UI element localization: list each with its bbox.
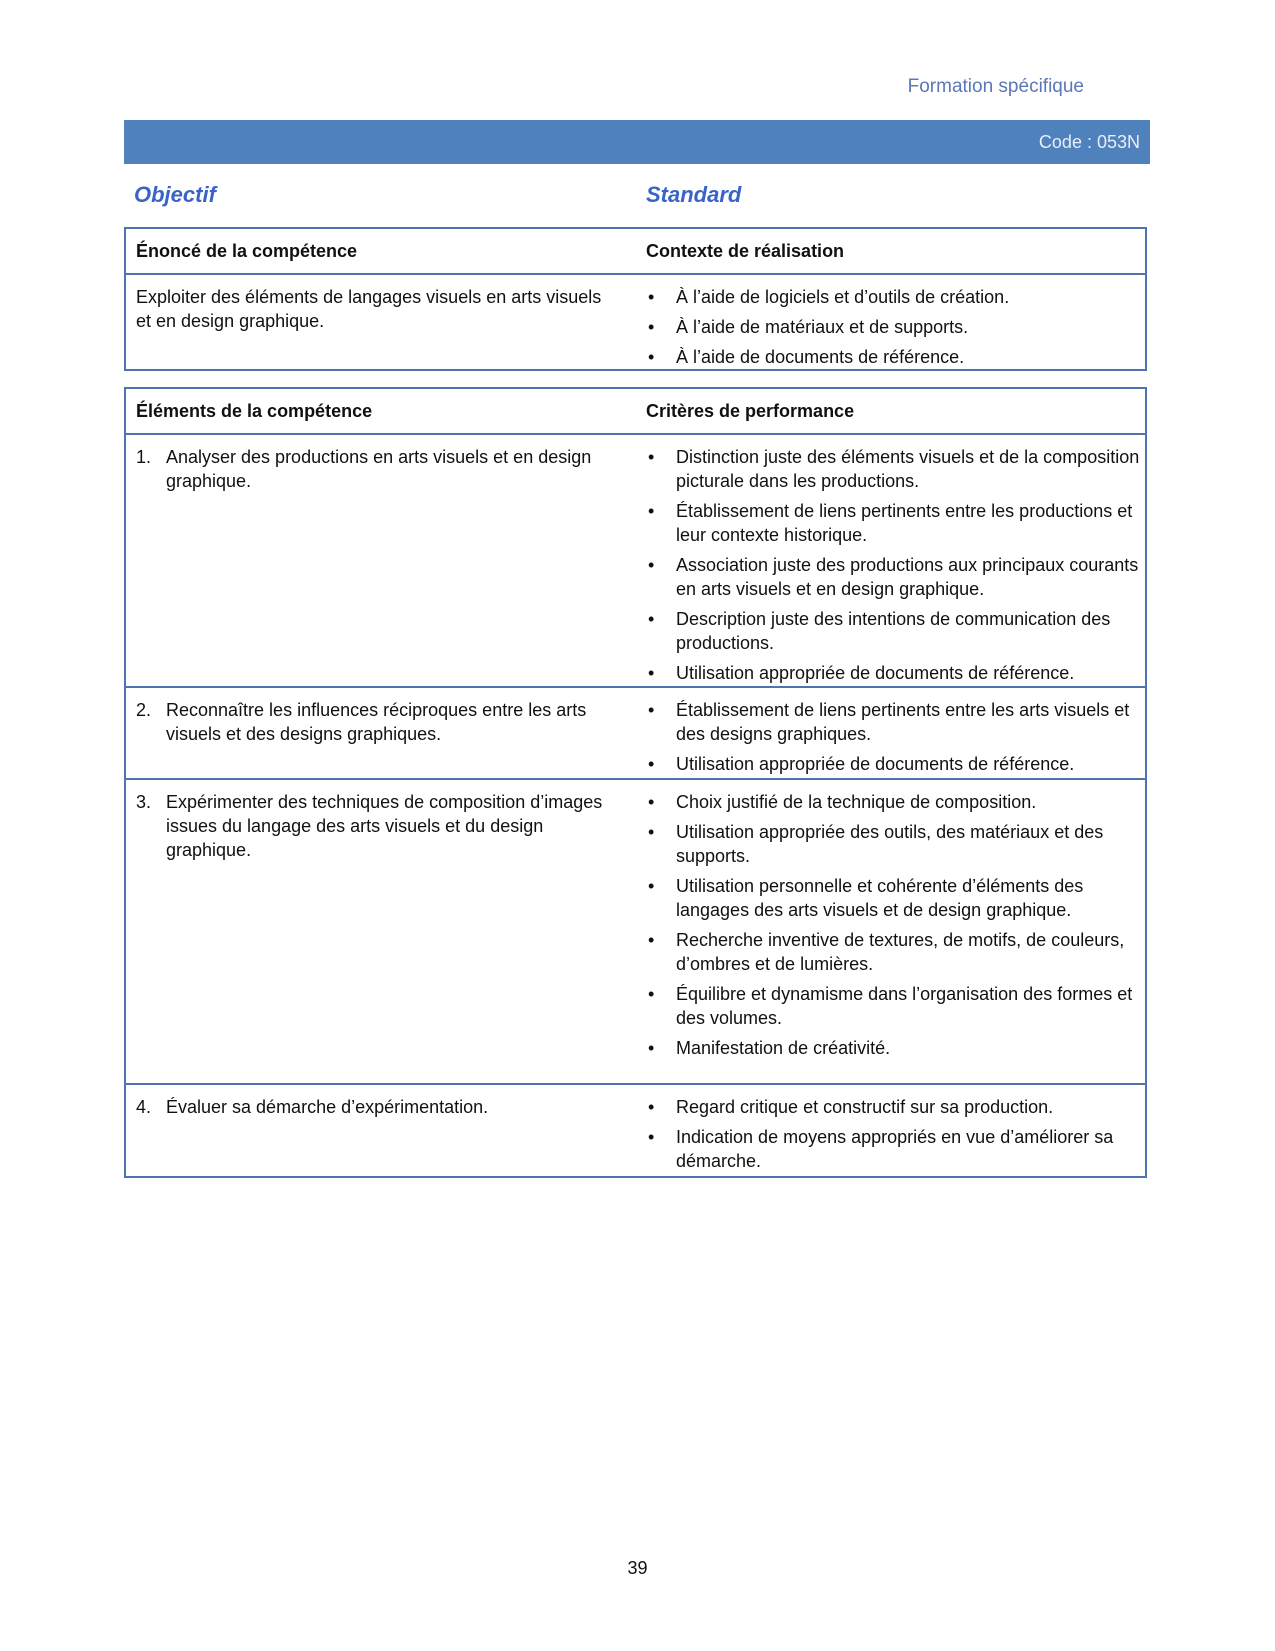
element-cell — [136, 1095, 631, 1119]
element-cell — [136, 445, 631, 493]
bullet-icon: • — [648, 792, 655, 812]
criteres-cell — [646, 445, 1141, 691]
competence-table — [124, 227, 1147, 371]
page-number: 39 — [627, 1558, 648, 1578]
list-item: • Indication de moyens appropriés en vue d’améliorer sa démarche. — [648, 1127, 1114, 1171]
competence-table-header — [126, 229, 1145, 275]
bullet-icon: • — [648, 555, 655, 575]
table-row — [126, 780, 1145, 1085]
element-number: 2. — [136, 700, 152, 720]
elements-table-header — [126, 389, 1145, 435]
code-label: Code : 053N — [1038, 132, 1140, 152]
element-text: Analyser des productions en arts visuels et en design graphique. — [166, 447, 592, 491]
bullet-icon: • — [648, 447, 655, 467]
list-item: • Utilisation appropriée de documents de référence. — [648, 754, 1075, 774]
bullet-icon: • — [648, 501, 655, 521]
competence-row — [126, 275, 1145, 371]
objectif-standard-row — [134, 182, 1140, 210]
enonce-header: Énoncé de la compétence — [136, 241, 358, 261]
list-item: • Utilisation personnelle et cohérente d’éléments des langages des arts visuels et de design graphique. — [648, 876, 1084, 920]
table-row — [126, 688, 1145, 780]
criteres-list — [646, 445, 1141, 685]
standard-label: Standard — [646, 182, 742, 207]
bullet-icon: • — [648, 700, 655, 720]
criteres-list — [646, 790, 1141, 1060]
list-item: • Équilibre et dynamisme dans l’organisation des formes et des volumes. — [648, 984, 1133, 1028]
contexte-list-container — [646, 285, 1141, 375]
contexte-list — [646, 285, 1141, 369]
bullet-icon: • — [648, 287, 655, 307]
list-item: • Association juste des productions aux principaux courants en arts visuels et en design graphique. — [648, 555, 1139, 599]
bullet-icon: • — [648, 317, 655, 337]
contexte-header: Contexte de réalisation — [646, 241, 845, 261]
list-item: • Distinction juste des éléments visuels et de la composition picturale dans les productions. — [648, 447, 1140, 491]
criteres-cell — [646, 698, 1141, 782]
list-item: • Utilisation appropriée de documents de référence. — [648, 663, 1075, 683]
element-number: 1. — [136, 447, 152, 467]
list-item: • Manifestation de créativité. — [648, 1038, 891, 1058]
bullet-icon: • — [648, 609, 655, 629]
elements-table — [124, 387, 1147, 1178]
criteres-list — [646, 698, 1141, 776]
table-row — [126, 1085, 1145, 1177]
enonce-text: Exploiter des éléments de langages visuels en arts visuels et en design graphique. — [136, 287, 602, 331]
code-bar — [124, 120, 1150, 164]
list-item: • Utilisation appropriée des outils, des matériaux et des supports. — [648, 822, 1104, 866]
list-item: • Établissement de liens pertinents entre les productions et leur contexte historique. — [648, 501, 1133, 545]
bullet-icon: • — [648, 663, 655, 683]
bullet-icon: • — [648, 930, 655, 950]
list-item: • Regard critique et constructif sur sa production. — [648, 1097, 1054, 1117]
bullet-icon: • — [648, 1127, 655, 1147]
elements-header: Éléments de la compétence — [136, 401, 373, 421]
element-text: Évaluer sa démarche d’expérimentation. — [166, 1097, 489, 1117]
criteres-cell — [646, 1095, 1141, 1179]
element-text: Expérimenter des techniques de composition d’images issues du langage des arts visuels et du design graphique. — [166, 792, 603, 860]
bullet-icon: • — [648, 347, 655, 367]
criteres-header: Critères de performance — [646, 401, 855, 421]
bullet-icon: • — [648, 1038, 655, 1058]
bullet-icon: • — [648, 876, 655, 896]
element-text: Reconnaître les influences réciproques entre les arts visuels et des designs graphiques. — [166, 700, 587, 744]
bullet-icon: • — [648, 754, 655, 774]
list-item: • Choix justifié de la technique de composition. — [648, 792, 1037, 812]
objectif-label: Objectif — [134, 182, 216, 207]
list-item: • À l’aide de documents de référence. — [648, 347, 965, 367]
list-item: • À l’aide de matériaux et de supports. — [648, 317, 969, 337]
criteres-cell — [646, 790, 1141, 1066]
table-row — [126, 435, 1145, 688]
list-item: • À l’aide de logiciels et d’outils de création. — [648, 287, 1010, 307]
element-number: 3. — [136, 792, 152, 812]
list-item: • Recherche inventive de textures, de motifs, de couleurs, d’ombres et de lumières. — [648, 930, 1125, 974]
element-cell — [136, 698, 631, 746]
list-item: • Établissement de liens pertinents entre les arts visuels et des designs graphiques. — [648, 700, 1130, 744]
element-number: 4. — [136, 1097, 152, 1117]
bullet-icon: • — [648, 1097, 655, 1117]
element-cell — [136, 790, 631, 862]
bullet-icon: • — [648, 984, 655, 1004]
bullet-icon: • — [648, 822, 655, 842]
formation-label: Formation spécifique — [907, 76, 1084, 97]
list-item: • Description juste des intentions de communication des productions. — [648, 609, 1111, 653]
criteres-list — [646, 1095, 1141, 1173]
